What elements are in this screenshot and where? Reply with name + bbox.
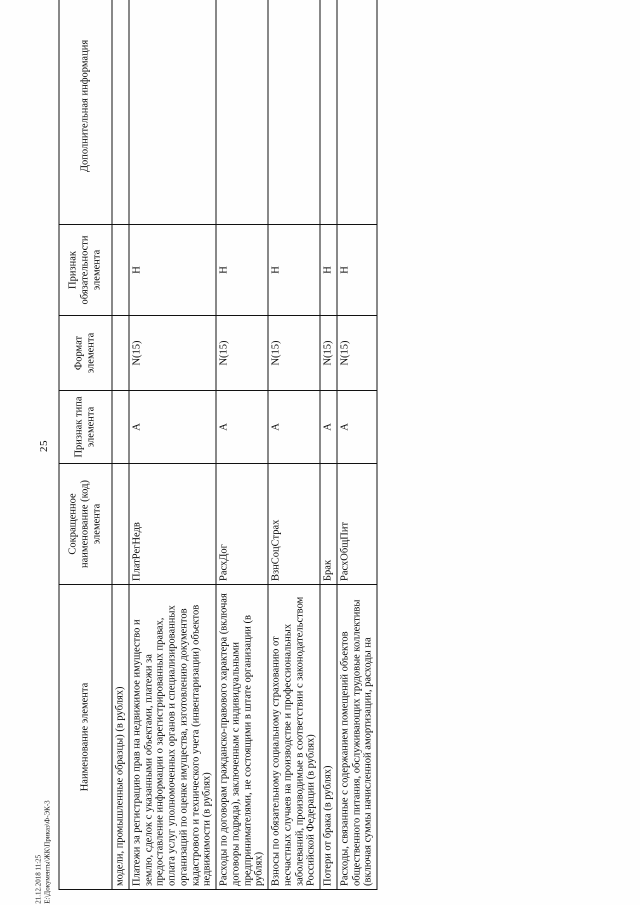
table-row (128, 0, 215, 890)
cell-obligation: Н (336, 225, 376, 316)
column-header-name: Наименование элемента (59, 585, 112, 890)
cell-name: модели, промышленные образцы) (в рублях) (112, 585, 129, 890)
page-number: 25 (38, 440, 50, 452)
table-row (336, 0, 376, 890)
cell-extra-info (128, 0, 215, 225)
column-header-obligation: Признак обязательности элемента (59, 225, 112, 316)
table-row (112, 0, 129, 890)
cell-name: Платежи за регистрацию прав на недвижимое имущество и землю, сделок с указанными объектами, платежи за предоставление информации о зарегистрированных правах, оплата услуг уполномоченных органов и специализированных организаций по оценке имущества, изготовлению документов кадастрового и технического учета (инвентаризации) объектов недвижимости (в рублях) (128, 585, 215, 890)
table-row (216, 0, 268, 890)
cell-short-name: ПлатРегНедв (128, 464, 215, 585)
cell-obligation: Н (128, 225, 215, 316)
cell-extra-info (320, 0, 337, 225)
column-header-short-name: Сокращенное наименование (код) элемента (59, 464, 112, 585)
cell-format: N(15) (320, 316, 337, 391)
cell-name: Расходы по договорам гражданско-правового характера (включая договоры подряда), заключенным с индивидуальными предпринимателями, не состоящими в штате организации (в рублях) (216, 585, 268, 890)
cell-format: N(15) (128, 316, 215, 391)
cell-short-name: РасхДог (216, 464, 268, 585)
column-header-format: Формат элемента (59, 316, 112, 391)
cell-type: А (268, 391, 320, 464)
cell-format: N(15) (336, 316, 376, 391)
cell-type: А (216, 391, 268, 464)
table-row (320, 0, 337, 890)
cell-name: Потери от брака (в рублях) (320, 585, 337, 890)
table-row (268, 0, 320, 890)
cell-short-name: Брак (320, 464, 337, 585)
footer-stamp-line-2: Е:\Документы\ЖК\Приказ\Ф-ЭК-3 (43, 800, 51, 904)
column-header-extra-info: Дополнительная информация (59, 0, 112, 225)
cell-type: А (320, 391, 337, 464)
cell-type (112, 391, 129, 464)
cell-format (112, 316, 129, 391)
cell-obligation: Н (216, 225, 268, 316)
table-header-row (59, 0, 112, 890)
rotated-table-container (58, 18, 623, 890)
cell-type: А (128, 391, 215, 464)
cell-format: N(15) (268, 316, 320, 391)
column-header-type: Признак типа элемента (59, 391, 112, 464)
cell-type: А (336, 391, 376, 464)
footer-stamp-line-1: 21.12.2018 11:25 (34, 854, 43, 904)
cell-short-name: ВзнСоцСтрах (268, 464, 320, 585)
cell-name: Расходы, связанные с содержанием помещений объектов общественного питания, обслуживающих трудовые коллективы (включая суммы начисленной амортизации, расходы на (336, 585, 376, 890)
cell-short-name (112, 464, 129, 585)
cell-obligation: Н (320, 225, 337, 316)
footer-stamp (34, 774, 52, 904)
cell-extra-info (336, 0, 376, 225)
cell-format: N(15) (216, 316, 268, 391)
cell-obligation: Н (268, 225, 320, 316)
cell-extra-info (268, 0, 320, 225)
element-specification-table (58, 0, 377, 890)
cell-obligation (112, 225, 129, 316)
cell-name: Взносы по обязательному социальному страхованию от несчастных случаев на производстве и профессиональных заболеваний, производимые в соответствии с законодательством Российской Федерации (в рублях) (268, 585, 320, 890)
cell-extra-info (112, 0, 129, 225)
cell-short-name: РасхОбщПит (336, 464, 376, 585)
cell-extra-info (216, 0, 268, 225)
